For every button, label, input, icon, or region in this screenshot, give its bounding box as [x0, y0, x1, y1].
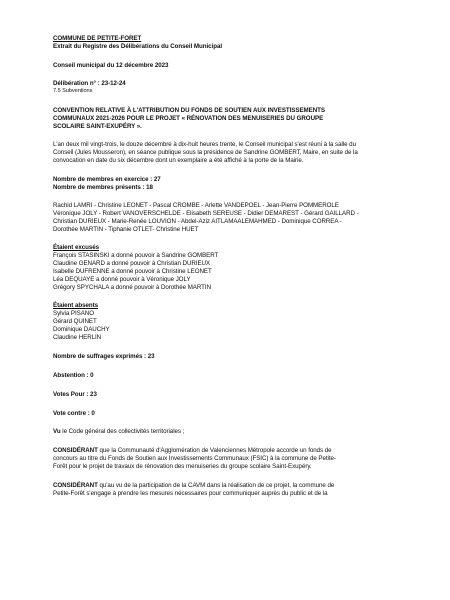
title-line: CONVENTION RELATIVE À L'ATTRIBUTION DU FONDS DE SOUTIEN AUX INVESTISSEMENTS [53, 107, 325, 114]
considerant-text: qu'au vu de la participation de la CAVM dans la réalisation de ce projet, la commune de [97, 482, 335, 489]
considerant-label: CONSIDÉRANT [53, 447, 98, 454]
presents-line: Dorothée MARTIN - Tiphanie OTLET- Christine HUET [53, 226, 199, 233]
deliberation-category: 7.5 Subventions [53, 88, 93, 94]
votes-pour-count: Votes Pour : 23 [53, 391, 97, 398]
considerant-label: CONSIDÉRANT [53, 482, 98, 489]
absents-heading: Étaient absents [53, 302, 98, 309]
registre-extrait: Extrait du Registre des Délibérations du Conseil Municipal [53, 43, 223, 50]
title-line: COMMUNAUX 2021-2026 POUR LE PROJET « RÉNOVATION DES MENUISERIES DU GROUPE [53, 115, 324, 122]
excuse-item: Léa DEQUAYE a donné pouvoir à Véronique JOLY [53, 276, 191, 283]
membres-exercice: Nombre de membres en exercice : 27 [53, 176, 161, 183]
commune-name: COMMUNE DE PETITE-FORET [53, 35, 142, 42]
membres-presents: Nombre de membres présents : 18 [53, 184, 153, 191]
intro-line: L'an deux mil vingt-trois, le douze décembre à dix-huit heures trente, le Conseil municipal s'est réuni à la salle du [53, 141, 356, 148]
excuse-item: Isabelle DUFRENNE a donné pouvoir à Christine LEONET [53, 268, 212, 275]
excuse-item: Grégory SPYCHALA a donné pouvoir à Dorothée MARTIN [53, 284, 211, 291]
abstention-count: Abstention : 0 [53, 372, 94, 379]
conseil-date: Conseil municipal du 12 décembre 2023 [53, 62, 169, 69]
presents-line: Christian DURIEUX - Marie-Renée LOUVION - Abdel-Aziz AITLAMAALEMAHMED - Dominique CORREA - [53, 218, 342, 225]
absent-item: Gérard QUINET [53, 318, 97, 325]
vu-text: le Code général des collectivités territoriales ; [60, 428, 185, 435]
intro-line: Conseil (Jules Mousseron), en séance publique sous la présidence de Sandrine GOMBERT, Maire, en suite de la [53, 149, 358, 156]
considerant-line: concours au titre du Fonds de Soutien aux Investissements Communaux (FSIC) à la commune de Petite- [53, 455, 336, 462]
considerant-line [53, 447, 332, 455]
deliberation-number: Délibération n° : 23-12-24 [53, 80, 126, 87]
excuse-item: Claudine GENARD a donné pouvoir à Christian DURIEUX [53, 260, 211, 267]
presents-line: Rachid LAMRI - Christine LEONET - Pascal CROMBE - Arlette VANDEPOEL - Jean-Pierre POMMEROLE [53, 202, 339, 209]
presents-line: Véronique JOLY - Robert VANOVERSCHELDE - Elisabeth SEREUSE - Didier DEMAREST - Gérard GAILLARD - [53, 210, 359, 217]
absent-item: Dominique DAUCHY [53, 326, 110, 333]
absent-item: Claudine HERLIN [53, 334, 102, 341]
considerant-line: Forêt pour le projet de travaux de rénovation des menuiseries du groupe scolaire Saint-Exupéry. [53, 463, 312, 470]
considerant-line: Petite-Forêt s'engage à prendre les mesures nécessaires pour communiquer auprès du public et de la [53, 490, 328, 497]
absent-item: Sylvia PISANO [53, 310, 94, 317]
vu-label: Vu [53, 428, 61, 435]
excuses-heading: Étaient excusés [53, 244, 100, 251]
intro-line: convocation en date du six décembre dont un exemplaire a été affiché à la porte de la Mairie. [53, 157, 304, 164]
considerant-text: que la Communauté d'Agglomération de Valenciennes Métropole accorde un fonds de [97, 447, 332, 454]
considerant-line [53, 482, 334, 490]
excuse-item: François STASINSKI a donné pouvoir à Sandrine GOMBERT [53, 252, 219, 259]
vote-contre-count: Vote contre : 0 [53, 410, 95, 417]
vu-paragraph [53, 428, 184, 436]
title-line: SCOLAIRE SAINT-EXUPÉRY ». [53, 123, 142, 130]
suffrages-exprimes: Nombre de suffrages exprimés : 23 [53, 353, 155, 360]
